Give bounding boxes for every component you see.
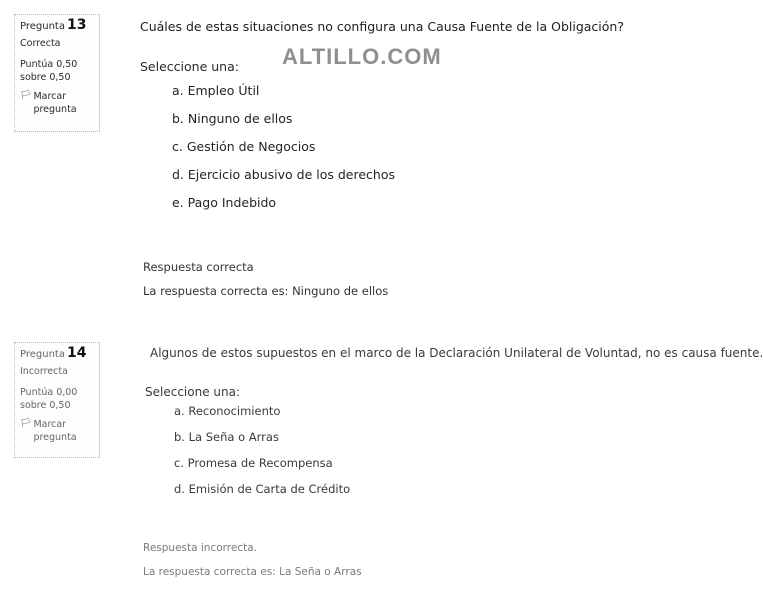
question-number-value: 14 (66, 345, 87, 361)
answer-label: d. Emisión de Carta de Crédito (174, 482, 351, 496)
question-number-value: 13 (66, 17, 87, 33)
answer-option[interactable] (166, 160, 395, 188)
question-info-13 (14, 14, 100, 132)
answer-label: e. Pago Indebido (172, 194, 277, 210)
grade-line-1: Puntúa 0,00 (20, 387, 78, 398)
flag-label: Marcar pregunta (33, 419, 77, 443)
question-label: Pregunta (20, 349, 65, 360)
watermark: ALTILLO.COM (282, 44, 442, 69)
feedback-status: Respuesta correcta (143, 260, 254, 274)
question-info-14 (14, 342, 100, 458)
answer-label: a. Empleo Útil (172, 82, 260, 98)
feedback-answer: La respuesta correcta es: La Seña o Arras (143, 566, 362, 578)
answer-prompt: Seleccione una: (145, 385, 240, 399)
answer-label: b. Ninguno de ellos (172, 110, 293, 126)
answer-option[interactable] (166, 188, 395, 216)
answer-option[interactable] (166, 104, 395, 132)
question-state: Incorrecta (20, 366, 68, 377)
answer-list (166, 76, 395, 216)
answer-list (168, 398, 350, 502)
flag-icon: 🏳 (20, 91, 32, 101)
grade-line-1: Puntúa 0,50 (20, 59, 78, 70)
answer-option[interactable] (168, 398, 350, 424)
flag-question-button[interactable] (20, 90, 94, 116)
question-grade (20, 58, 94, 84)
answer-prompt: Seleccione una: (140, 59, 239, 74)
feedback (143, 255, 388, 303)
answer-option[interactable] (166, 132, 395, 160)
question-text: Cuáles de estas situaciones no configura una Causa Fuente de la Obligación? (140, 19, 624, 34)
answer-option[interactable] (168, 476, 350, 502)
answer-option[interactable] (166, 76, 395, 104)
answer-label: a. Reconocimiento (174, 404, 281, 418)
question-state: Correcta (20, 38, 61, 49)
feedback-status: Respuesta incorrecta. (143, 542, 258, 554)
flag-icon: 🏳 (20, 419, 32, 429)
answer-option[interactable] (168, 450, 350, 476)
answer-label: c. Gestión de Negocios (172, 138, 316, 154)
feedback (143, 536, 362, 584)
feedback-answer: La respuesta correcta es: Ninguno de ellos (143, 284, 389, 298)
question-grade (20, 386, 94, 412)
grade-line-2: sobre 0,50 (20, 72, 71, 83)
answer-label: c. Promesa de Recompensa (174, 456, 333, 470)
grade-line-2: sobre 0,50 (20, 400, 71, 411)
answer-label: d. Ejercicio abusivo de los derechos (172, 166, 395, 182)
flag-question-button[interactable] (20, 418, 94, 444)
flag-label: Marcar pregunta (33, 91, 77, 115)
question-label: Pregunta (20, 21, 65, 32)
question-number (20, 19, 94, 33)
answer-option[interactable] (168, 424, 350, 450)
question-text: Algunos de estos supuestos en el marco de la Declaración Unilateral de Voluntad, no es causa fuente. (150, 346, 763, 360)
question-number (20, 347, 94, 361)
answer-label: b. La Seña o Arras (174, 430, 279, 444)
